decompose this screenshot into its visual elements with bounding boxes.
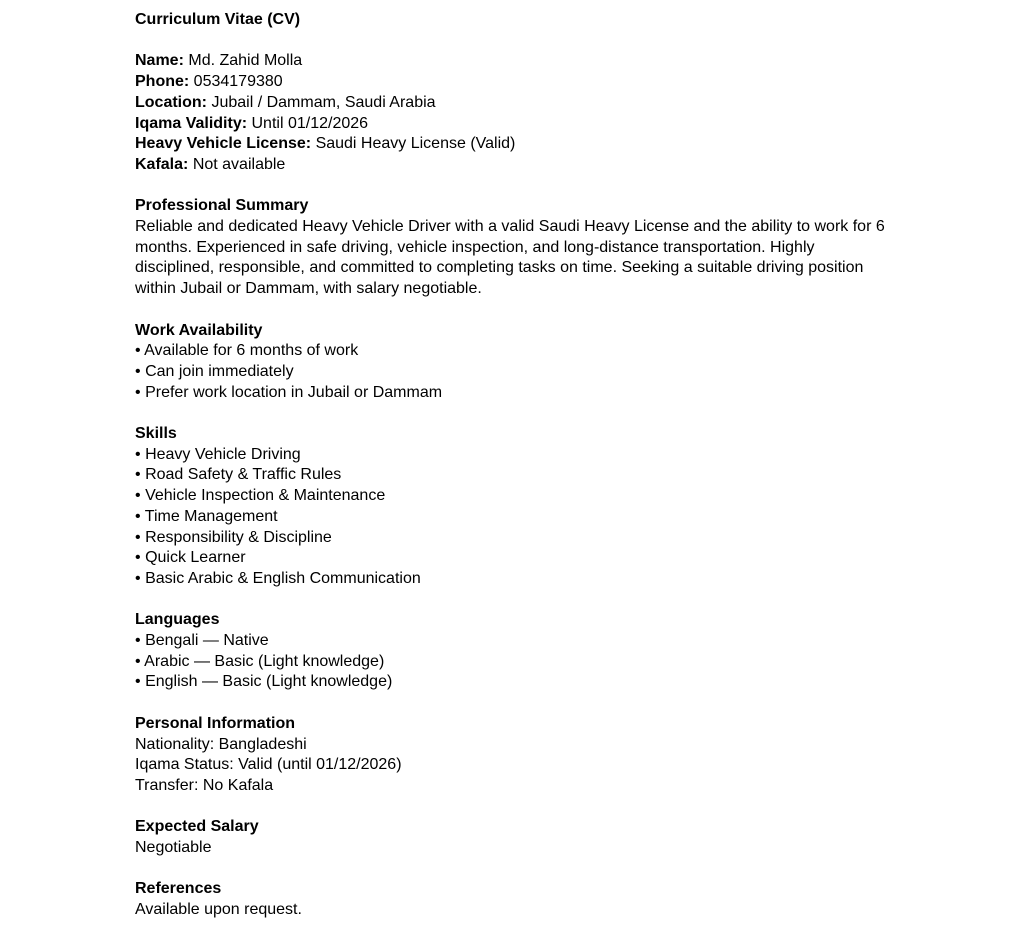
info-line-iqama-status: Iqama Status: Valid (until 01/12/2026) (135, 756, 402, 774)
contact-line-phone (135, 72, 1024, 93)
section-expected-salary (135, 817, 1024, 858)
list-item-text: Prefer work location in Jubail or Dammam (145, 383, 443, 401)
bullet-marker: • (135, 466, 141, 484)
list-item (135, 569, 1024, 590)
section-professional-summary (135, 196, 1024, 300)
list-item (135, 465, 1024, 486)
contact-value: Md. Zahid Molla (188, 52, 303, 70)
bullet-marker: • (135, 652, 141, 670)
bullet-marker: • (135, 507, 141, 525)
list-item-text: Bengali — Native (145, 632, 269, 650)
contact-line-heavy-vehicle-license (135, 134, 1024, 155)
list-item (135, 528, 1024, 549)
list-item-text: Vehicle Inspection & Maintenance (145, 487, 386, 505)
contact-line-name (135, 51, 1024, 72)
list-item (135, 486, 1024, 507)
bullet-marker: • (135, 342, 141, 360)
list-item-text: Arabic — Basic (Light knowledge) (144, 652, 385, 670)
list-item (135, 631, 1024, 652)
section-heading: Expected Salary (135, 818, 259, 836)
contact-info-block (135, 51, 1024, 175)
info-line-transfer: Transfer: No Kafala (135, 776, 274, 794)
list-item (135, 507, 1024, 528)
contact-label: Name: (135, 52, 184, 70)
list-item-text: Basic Arabic & English Communication (145, 569, 421, 587)
list-item (135, 672, 1024, 693)
bullet-marker: • (135, 362, 141, 380)
expected-salary-value: Negotiable (135, 839, 212, 857)
bullet-marker: • (135, 632, 141, 650)
list-item-text: Available for 6 months of work (144, 342, 359, 360)
list-item-text: English — Basic (Light knowledge) (145, 673, 393, 691)
section-work-availability (135, 321, 1024, 404)
contact-line-kafala (135, 155, 1024, 176)
contact-value: Until 01/12/2026 (251, 114, 369, 132)
contact-line-location (135, 93, 1024, 114)
contact-value: Jubail / Dammam, Saudi Arabia (211, 93, 436, 111)
contact-value: 0534179380 (193, 73, 283, 91)
section-heading: Professional Summary (135, 197, 309, 215)
section-heading: Personal Information (135, 714, 296, 732)
bullet-marker: • (135, 487, 141, 505)
contact-value: Saudi Heavy License (Valid) (315, 135, 516, 153)
contact-label: Phone: (135, 73, 190, 91)
section-heading: Languages (135, 611, 220, 629)
list-item-text: Responsibility & Discipline (145, 528, 332, 546)
section-heading: References (135, 880, 222, 898)
section-references (135, 879, 1024, 920)
list-item-text: Can join immediately (145, 362, 294, 380)
list-item (135, 652, 1024, 673)
contact-label: Heavy Vehicle License: (135, 135, 312, 153)
contact-label: Kafala: (135, 155, 189, 173)
contact-label: Iqama Validity: (135, 114, 248, 132)
list-item-text: Quick Learner (145, 549, 246, 567)
info-line-nationality: Nationality: Bangladeshi (135, 735, 307, 753)
references-value: Available upon request. (135, 901, 302, 919)
list-item-text: Time Management (144, 507, 278, 525)
bullet-marker: • (135, 549, 141, 567)
page-title: Curriculum Vitae (CV) (135, 11, 301, 28)
list-item (135, 548, 1024, 569)
bullet-marker: • (135, 673, 141, 691)
section-languages (135, 610, 1024, 693)
list-item-text: Road Safety & Traffic Rules (145, 466, 342, 484)
contact-label: Location: (135, 93, 207, 111)
summary-paragraph: Reliable and dedicated Heavy Vehicle Driver with a valid Saudi Heavy License and the ability to work for 6 months. Experienced in safe driving, vehicle inspection, and long-distance transportation. Highly disciplined, responsible, and committed to completing tasks on time. Seeking a suitable driving position within Jubail or Dammam, with salary negotiable. (135, 218, 885, 298)
bullet-marker: • (135, 445, 141, 463)
bullet-marker: • (135, 528, 141, 546)
section-skills (135, 424, 1024, 590)
section-heading: Work Availability (135, 321, 263, 339)
list-item (135, 383, 1024, 404)
section-personal-information (135, 714, 1024, 797)
bullet-marker: • (135, 383, 141, 401)
contact-value: Not available (192, 155, 286, 173)
contact-line-iqama-validity (135, 114, 1024, 135)
bullet-marker: • (135, 569, 141, 587)
list-item (135, 362, 1024, 383)
list-item-text: Heavy Vehicle Driving (145, 445, 301, 463)
section-heading: Skills (135, 425, 177, 442)
list-item (135, 341, 1024, 362)
list-item (135, 445, 1024, 466)
